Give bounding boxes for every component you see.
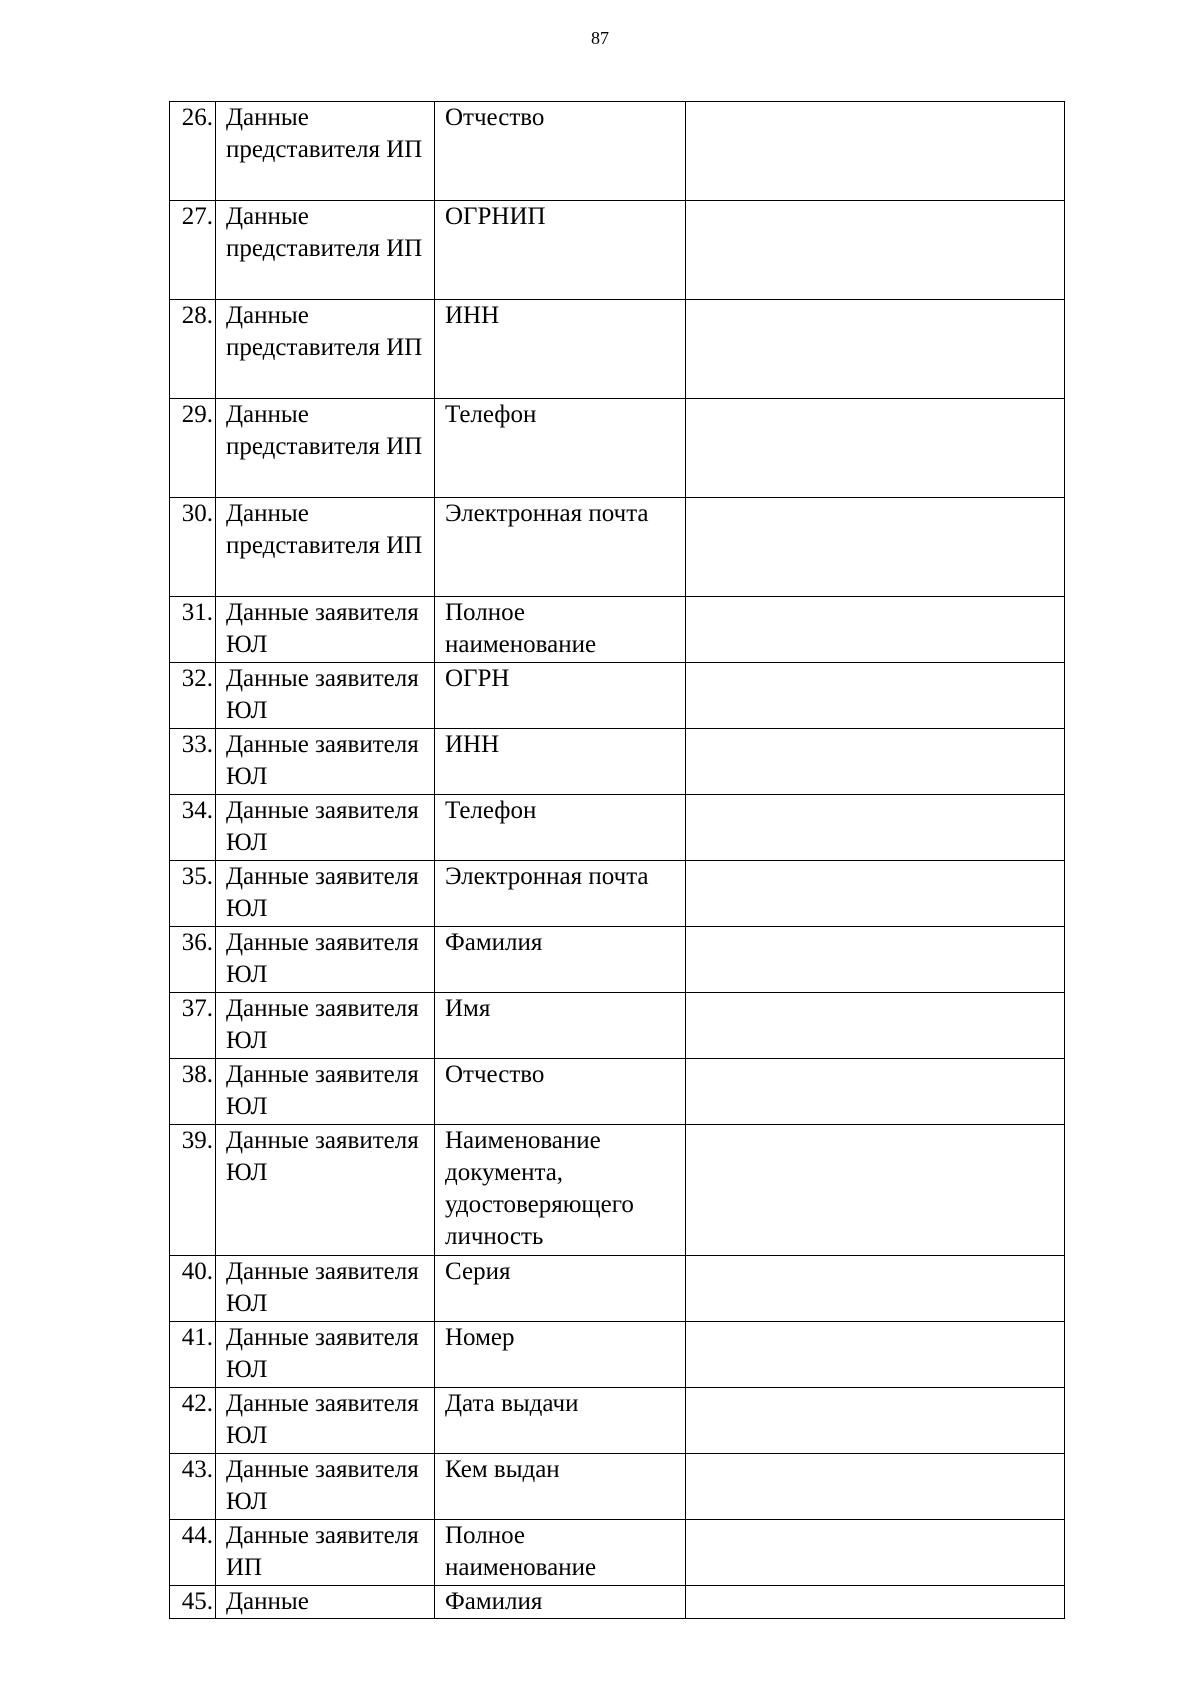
row-data-group: Данные заявителя ЮЛ bbox=[216, 861, 435, 927]
table-row bbox=[170, 1520, 1065, 1586]
table-row bbox=[170, 1059, 1065, 1125]
table-body bbox=[170, 102, 1065, 1619]
row-number: 33. bbox=[170, 729, 216, 795]
table-row bbox=[170, 1125, 1065, 1256]
page-number: 87 bbox=[591, 28, 609, 48]
table-row bbox=[170, 663, 1065, 729]
row-number: 28. bbox=[170, 300, 216, 399]
row-data-group: Данные представителя ИП bbox=[216, 498, 435, 597]
table-row bbox=[170, 201, 1065, 300]
table-row bbox=[170, 498, 1065, 597]
data-fields-table bbox=[169, 101, 1065, 1619]
row-data-group: Данные представителя ИП bbox=[216, 300, 435, 399]
row-field-name: Дата выдачи bbox=[435, 1388, 686, 1454]
table-row bbox=[170, 927, 1065, 993]
row-data-group: Данные bbox=[216, 1586, 435, 1619]
row-value-cell bbox=[686, 729, 1065, 795]
row-data-group: Данные представителя ИП bbox=[216, 102, 435, 201]
row-field-name: Наименование документа, удостоверяющего личность bbox=[435, 1125, 686, 1256]
row-data-group: Данные заявителя ЮЛ bbox=[216, 1256, 435, 1322]
row-value-cell bbox=[686, 399, 1065, 498]
row-number: 40. bbox=[170, 1256, 216, 1322]
row-value-cell bbox=[686, 861, 1065, 927]
row-field-name: Номер bbox=[435, 1322, 686, 1388]
row-number: 45. bbox=[170, 1586, 216, 1619]
row-field-name: ИНН bbox=[435, 729, 686, 795]
row-value-cell bbox=[686, 498, 1065, 597]
row-number: 35. bbox=[170, 861, 216, 927]
row-data-group: Данные заявителя ИП bbox=[216, 1520, 435, 1586]
row-value-cell bbox=[686, 993, 1065, 1059]
row-field-name: Отчество bbox=[435, 102, 686, 201]
row-value-cell bbox=[686, 1388, 1065, 1454]
table-row bbox=[170, 1454, 1065, 1520]
table-row bbox=[170, 597, 1065, 663]
table-row bbox=[170, 1586, 1065, 1619]
row-data-group: Данные заявителя ЮЛ bbox=[216, 663, 435, 729]
row-data-group: Данные заявителя ЮЛ bbox=[216, 795, 435, 861]
row-value-cell bbox=[686, 201, 1065, 300]
row-field-name: Телефон bbox=[435, 399, 686, 498]
row-data-group: Данные заявителя ЮЛ bbox=[216, 993, 435, 1059]
row-data-group: Данные заявителя ЮЛ bbox=[216, 597, 435, 663]
row-value-cell bbox=[686, 1520, 1065, 1586]
row-data-group: Данные представителя ИП bbox=[216, 399, 435, 498]
row-field-name: ОГРНИП bbox=[435, 201, 686, 300]
table-row bbox=[170, 1256, 1065, 1322]
row-value-cell bbox=[686, 927, 1065, 993]
table-row bbox=[170, 1322, 1065, 1388]
row-number: 37. bbox=[170, 993, 216, 1059]
row-number: 44. bbox=[170, 1520, 216, 1586]
table-row bbox=[170, 102, 1065, 201]
row-data-group: Данные заявителя ЮЛ bbox=[216, 1125, 435, 1256]
table-row bbox=[170, 1388, 1065, 1454]
row-field-name: Фамилия bbox=[435, 927, 686, 993]
row-number: 42. bbox=[170, 1388, 216, 1454]
row-number: 27. bbox=[170, 201, 216, 300]
row-value-cell bbox=[686, 795, 1065, 861]
row-data-group: Данные представителя ИП bbox=[216, 201, 435, 300]
row-field-name: Серия bbox=[435, 1256, 686, 1322]
row-field-name: Электронная почта bbox=[435, 498, 686, 597]
table-row bbox=[170, 729, 1065, 795]
row-value-cell bbox=[686, 1256, 1065, 1322]
row-value-cell bbox=[686, 663, 1065, 729]
table-row bbox=[170, 399, 1065, 498]
row-number: 38. bbox=[170, 1059, 216, 1125]
table-row bbox=[170, 993, 1065, 1059]
row-number: 39. bbox=[170, 1125, 216, 1256]
row-value-cell bbox=[686, 1322, 1065, 1388]
row-number: 41. bbox=[170, 1322, 216, 1388]
row-value-cell bbox=[686, 102, 1065, 201]
row-value-cell bbox=[686, 1059, 1065, 1125]
table-row bbox=[170, 861, 1065, 927]
row-field-name: ИНН bbox=[435, 300, 686, 399]
table-row bbox=[170, 795, 1065, 861]
row-value-cell bbox=[686, 300, 1065, 399]
row-field-name: Имя bbox=[435, 993, 686, 1059]
row-field-name: Электронная почта bbox=[435, 861, 686, 927]
row-data-group: Данные заявителя ЮЛ bbox=[216, 1059, 435, 1125]
row-data-group: Данные заявителя ЮЛ bbox=[216, 1388, 435, 1454]
row-value-cell bbox=[686, 1454, 1065, 1520]
row-data-group: Данные заявителя ЮЛ bbox=[216, 729, 435, 795]
row-data-group: Данные заявителя ЮЛ bbox=[216, 1454, 435, 1520]
row-field-name: Отчество bbox=[435, 1059, 686, 1125]
row-value-cell bbox=[686, 1586, 1065, 1619]
row-number: 26. bbox=[170, 102, 216, 201]
row-field-name: Телефон bbox=[435, 795, 686, 861]
row-value-cell bbox=[686, 1125, 1065, 1256]
row-number: 30. bbox=[170, 498, 216, 597]
row-number: 36. bbox=[170, 927, 216, 993]
row-field-name: Полное наименование bbox=[435, 597, 686, 663]
row-number: 29. bbox=[170, 399, 216, 498]
row-data-group: Данные заявителя ЮЛ bbox=[216, 927, 435, 993]
row-field-name: Кем выдан bbox=[435, 1454, 686, 1520]
row-number: 34. bbox=[170, 795, 216, 861]
row-number: 43. bbox=[170, 1454, 216, 1520]
table-row bbox=[170, 300, 1065, 399]
row-number: 32. bbox=[170, 663, 216, 729]
row-data-group: Данные заявителя ЮЛ bbox=[216, 1322, 435, 1388]
row-field-name: Полное наименование bbox=[435, 1520, 686, 1586]
row-field-name: ОГРН bbox=[435, 663, 686, 729]
row-value-cell bbox=[686, 597, 1065, 663]
row-number: 31. bbox=[170, 597, 216, 663]
row-field-name: Фамилия bbox=[435, 1586, 686, 1619]
